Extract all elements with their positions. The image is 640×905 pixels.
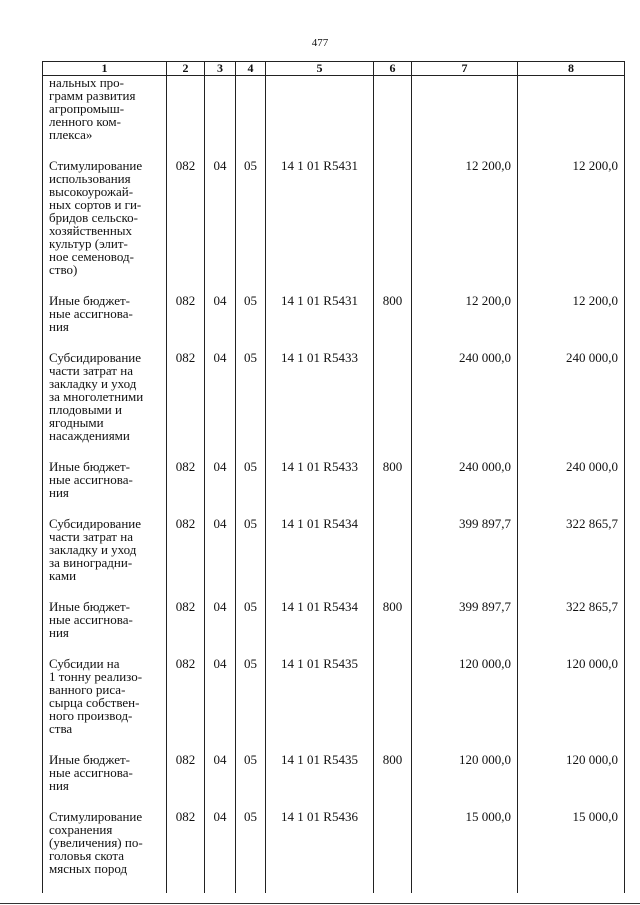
spacer-cell bbox=[167, 582, 205, 600]
spacer-cell bbox=[374, 141, 412, 159]
spacer-cell bbox=[236, 333, 266, 351]
row-section: 04 bbox=[205, 600, 236, 639]
spacer-cell bbox=[205, 582, 236, 600]
row-spacer bbox=[43, 639, 625, 657]
table-row bbox=[43, 294, 625, 333]
spacer-cell bbox=[236, 792, 266, 810]
table-body bbox=[43, 76, 625, 894]
row-name: Стимулирование сохранения (увеличения) по- головья скота мясных пород bbox=[43, 810, 167, 875]
column-header-7: 7 bbox=[412, 62, 518, 76]
spacer-cell bbox=[205, 276, 236, 294]
spacer-cell bbox=[167, 141, 205, 159]
header-row bbox=[43, 62, 625, 76]
spacer-cell bbox=[266, 276, 374, 294]
table-row bbox=[43, 657, 625, 735]
row-section: 04 bbox=[205, 460, 236, 499]
table-row bbox=[43, 351, 625, 442]
column-header-2: 2 bbox=[167, 62, 205, 76]
row-target-article bbox=[266, 76, 374, 142]
spacer-cell bbox=[374, 792, 412, 810]
spacer-cell bbox=[412, 333, 518, 351]
spacer-cell bbox=[412, 792, 518, 810]
column-header-8: 8 bbox=[518, 62, 625, 76]
column-header-1: 1 bbox=[43, 62, 167, 76]
spacer-cell bbox=[205, 333, 236, 351]
spacer-cell bbox=[43, 735, 167, 753]
table-row bbox=[43, 600, 625, 639]
spacer-cell bbox=[205, 499, 236, 517]
column-header-3: 3 bbox=[205, 62, 236, 76]
row-grbs: 082 bbox=[167, 810, 205, 875]
row-expense-type bbox=[374, 159, 412, 276]
row-amount-2: 240 000,0 bbox=[518, 460, 625, 499]
row-amount-1: 120 000,0 bbox=[412, 657, 518, 735]
row-grbs bbox=[167, 76, 205, 142]
row-spacer bbox=[43, 333, 625, 351]
row-amount-1 bbox=[412, 76, 518, 142]
spacer-cell bbox=[167, 499, 205, 517]
row-amount-2: 12 200,0 bbox=[518, 159, 625, 276]
row-subsection: 05 bbox=[236, 600, 266, 639]
spacer-cell bbox=[266, 333, 374, 351]
row-spacer bbox=[43, 499, 625, 517]
spacer-cell bbox=[205, 639, 236, 657]
spacer-cell bbox=[518, 735, 625, 753]
spacer-cell bbox=[43, 875, 167, 893]
row-section: 04 bbox=[205, 294, 236, 333]
row-grbs: 082 bbox=[167, 294, 205, 333]
row-subsection: 05 bbox=[236, 351, 266, 442]
spacer-cell bbox=[205, 735, 236, 753]
row-subsection: 05 bbox=[236, 753, 266, 792]
row-section: 04 bbox=[205, 753, 236, 792]
column-header-4: 4 bbox=[236, 62, 266, 76]
page-number: 477 bbox=[311, 37, 329, 49]
row-subsection: 05 bbox=[236, 657, 266, 735]
spacer-cell bbox=[43, 792, 167, 810]
table-row bbox=[43, 460, 625, 499]
spacer-cell bbox=[412, 141, 518, 159]
row-amount-2: 322 865,7 bbox=[518, 600, 625, 639]
spacer-cell bbox=[205, 792, 236, 810]
column-header-5: 5 bbox=[266, 62, 374, 76]
row-spacer bbox=[43, 276, 625, 294]
spacer-cell bbox=[374, 276, 412, 294]
row-name: Субсидии на 1 тонну реализо- ванного риса- сырца собствен- ного производ- ства bbox=[43, 657, 167, 735]
spacer-cell bbox=[266, 442, 374, 460]
row-grbs: 082 bbox=[167, 600, 205, 639]
spacer-cell bbox=[518, 639, 625, 657]
table-row bbox=[43, 810, 625, 875]
spacer-cell bbox=[518, 333, 625, 351]
row-spacer bbox=[43, 875, 625, 893]
table-row bbox=[43, 76, 625, 142]
row-target-article: 14 1 01 R5435 bbox=[266, 753, 374, 792]
spacer-cell bbox=[412, 276, 518, 294]
spacer-cell bbox=[518, 792, 625, 810]
row-subsection: 05 bbox=[236, 294, 266, 333]
row-grbs: 082 bbox=[167, 460, 205, 499]
row-amount-2: 120 000,0 bbox=[518, 753, 625, 792]
bottom-rule bbox=[0, 903, 640, 904]
spacer-cell bbox=[205, 141, 236, 159]
spacer-cell bbox=[374, 735, 412, 753]
spacer-cell bbox=[374, 333, 412, 351]
spacer-cell bbox=[236, 141, 266, 159]
row-expense-type: 800 bbox=[374, 294, 412, 333]
row-grbs: 082 bbox=[167, 517, 205, 582]
spacer-cell bbox=[236, 639, 266, 657]
spacer-cell bbox=[43, 582, 167, 600]
spacer-cell bbox=[43, 333, 167, 351]
row-section: 04 bbox=[205, 810, 236, 875]
spacer-cell bbox=[43, 639, 167, 657]
row-expense-type bbox=[374, 657, 412, 735]
row-name: Иные бюджет- ные ассигнова- ния bbox=[43, 460, 167, 499]
row-section: 04 bbox=[205, 657, 236, 735]
table-row bbox=[43, 753, 625, 792]
spacer-cell bbox=[518, 276, 625, 294]
spacer-cell bbox=[167, 639, 205, 657]
row-grbs: 082 bbox=[167, 159, 205, 276]
spacer-cell bbox=[412, 639, 518, 657]
row-target-article: 14 1 01 R5433 bbox=[266, 460, 374, 499]
row-section: 04 bbox=[205, 517, 236, 582]
spacer-cell bbox=[43, 141, 167, 159]
row-subsection: 05 bbox=[236, 460, 266, 499]
spacer-cell bbox=[266, 792, 374, 810]
spacer-cell bbox=[518, 141, 625, 159]
spacer-cell bbox=[43, 276, 167, 294]
row-subsection bbox=[236, 76, 266, 142]
spacer-cell bbox=[518, 442, 625, 460]
spacer-cell bbox=[374, 582, 412, 600]
spacer-cell bbox=[236, 582, 266, 600]
row-section: 04 bbox=[205, 159, 236, 276]
row-amount-1: 12 200,0 bbox=[412, 159, 518, 276]
row-target-article: 14 1 01 R5434 bbox=[266, 517, 374, 582]
spacer-cell bbox=[236, 442, 266, 460]
row-spacer bbox=[43, 792, 625, 810]
spacer-cell bbox=[266, 875, 374, 893]
spacer-cell bbox=[266, 735, 374, 753]
row-grbs: 082 bbox=[167, 657, 205, 735]
spacer-cell bbox=[374, 442, 412, 460]
spacer-cell bbox=[518, 499, 625, 517]
row-amount-2: 240 000,0 bbox=[518, 351, 625, 442]
spacer-cell bbox=[412, 735, 518, 753]
row-amount-2: 15 000,0 bbox=[518, 810, 625, 875]
row-amount-2: 322 865,7 bbox=[518, 517, 625, 582]
budget-table bbox=[42, 61, 625, 893]
column-header-6: 6 bbox=[374, 62, 412, 76]
row-amount-1: 120 000,0 bbox=[412, 753, 518, 792]
row-name: Иные бюджет- ные ассигнова- ния bbox=[43, 753, 167, 792]
row-target-article: 14 1 01 R5433 bbox=[266, 351, 374, 442]
row-subsection: 05 bbox=[236, 159, 266, 276]
spacer-cell bbox=[236, 735, 266, 753]
row-amount-1: 399 897,7 bbox=[412, 517, 518, 582]
row-spacer bbox=[43, 442, 625, 460]
row-amount-1: 240 000,0 bbox=[412, 460, 518, 499]
row-name: Субсидирование части затрат на закладку и уход за многолетними плодовыми и ягодными насаждениями bbox=[43, 351, 167, 442]
row-expense-type: 800 bbox=[374, 460, 412, 499]
row-name: Иные бюджет- ные ассигнова- ния bbox=[43, 294, 167, 333]
row-expense-type bbox=[374, 351, 412, 442]
row-expense-type bbox=[374, 517, 412, 582]
row-amount-1: 15 000,0 bbox=[412, 810, 518, 875]
row-spacer bbox=[43, 735, 625, 753]
spacer-cell bbox=[374, 639, 412, 657]
row-grbs: 082 bbox=[167, 351, 205, 442]
spacer-cell bbox=[412, 442, 518, 460]
row-target-article: 14 1 01 R5436 bbox=[266, 810, 374, 875]
spacer-cell bbox=[374, 499, 412, 517]
row-spacer bbox=[43, 582, 625, 600]
row-expense-type: 800 bbox=[374, 600, 412, 639]
spacer-cell bbox=[266, 582, 374, 600]
row-section: 04 bbox=[205, 351, 236, 442]
row-section bbox=[205, 76, 236, 142]
spacer-cell bbox=[167, 276, 205, 294]
row-expense-type bbox=[374, 76, 412, 142]
row-expense-type bbox=[374, 810, 412, 875]
row-grbs: 082 bbox=[167, 753, 205, 792]
spacer-cell bbox=[167, 735, 205, 753]
spacer-cell bbox=[43, 442, 167, 460]
spacer-cell bbox=[518, 582, 625, 600]
row-target-article: 14 1 01 R5431 bbox=[266, 159, 374, 276]
spacer-cell bbox=[266, 141, 374, 159]
spacer-cell bbox=[236, 499, 266, 517]
spacer-cell bbox=[236, 875, 266, 893]
row-spacer bbox=[43, 141, 625, 159]
row-name: Иные бюджет- ные ассигнова- ния bbox=[43, 600, 167, 639]
row-target-article: 14 1 01 R5435 bbox=[266, 657, 374, 735]
spacer-cell bbox=[412, 499, 518, 517]
row-subsection: 05 bbox=[236, 517, 266, 582]
table-row bbox=[43, 517, 625, 582]
row-amount-1: 240 000,0 bbox=[412, 351, 518, 442]
spacer-cell bbox=[518, 875, 625, 893]
row-subsection: 05 bbox=[236, 810, 266, 875]
spacer-cell bbox=[167, 333, 205, 351]
row-expense-type: 800 bbox=[374, 753, 412, 792]
row-amount-2: 12 200,0 bbox=[518, 294, 625, 333]
row-target-article: 14 1 01 R5434 bbox=[266, 600, 374, 639]
row-amount-1: 12 200,0 bbox=[412, 294, 518, 333]
spacer-cell bbox=[266, 639, 374, 657]
row-target-article: 14 1 01 R5431 bbox=[266, 294, 374, 333]
spacer-cell bbox=[167, 875, 205, 893]
row-name: нальных про- грамм развития агропромыш- ленного ком- плекса» bbox=[43, 76, 167, 142]
spacer-cell bbox=[205, 875, 236, 893]
spacer-cell bbox=[266, 499, 374, 517]
spacer-cell bbox=[205, 442, 236, 460]
row-amount-2: 120 000,0 bbox=[518, 657, 625, 735]
row-amount-2 bbox=[518, 76, 625, 142]
spacer-cell bbox=[412, 582, 518, 600]
row-name: Субсидирование части затрат на закладку и уход за виноградни- ками bbox=[43, 517, 167, 582]
spacer-cell bbox=[236, 276, 266, 294]
spacer-cell bbox=[167, 442, 205, 460]
spacer-cell bbox=[43, 499, 167, 517]
spacer-cell bbox=[412, 875, 518, 893]
spacer-cell bbox=[167, 792, 205, 810]
row-amount-1: 399 897,7 bbox=[412, 600, 518, 639]
spacer-cell bbox=[374, 875, 412, 893]
table-row bbox=[43, 159, 625, 276]
row-name: Стимулирование использования высокоурожай- ных сортов и ги- бридов сельско- хозяйственных культур (элит- ное семеновод- ство) bbox=[43, 159, 167, 276]
